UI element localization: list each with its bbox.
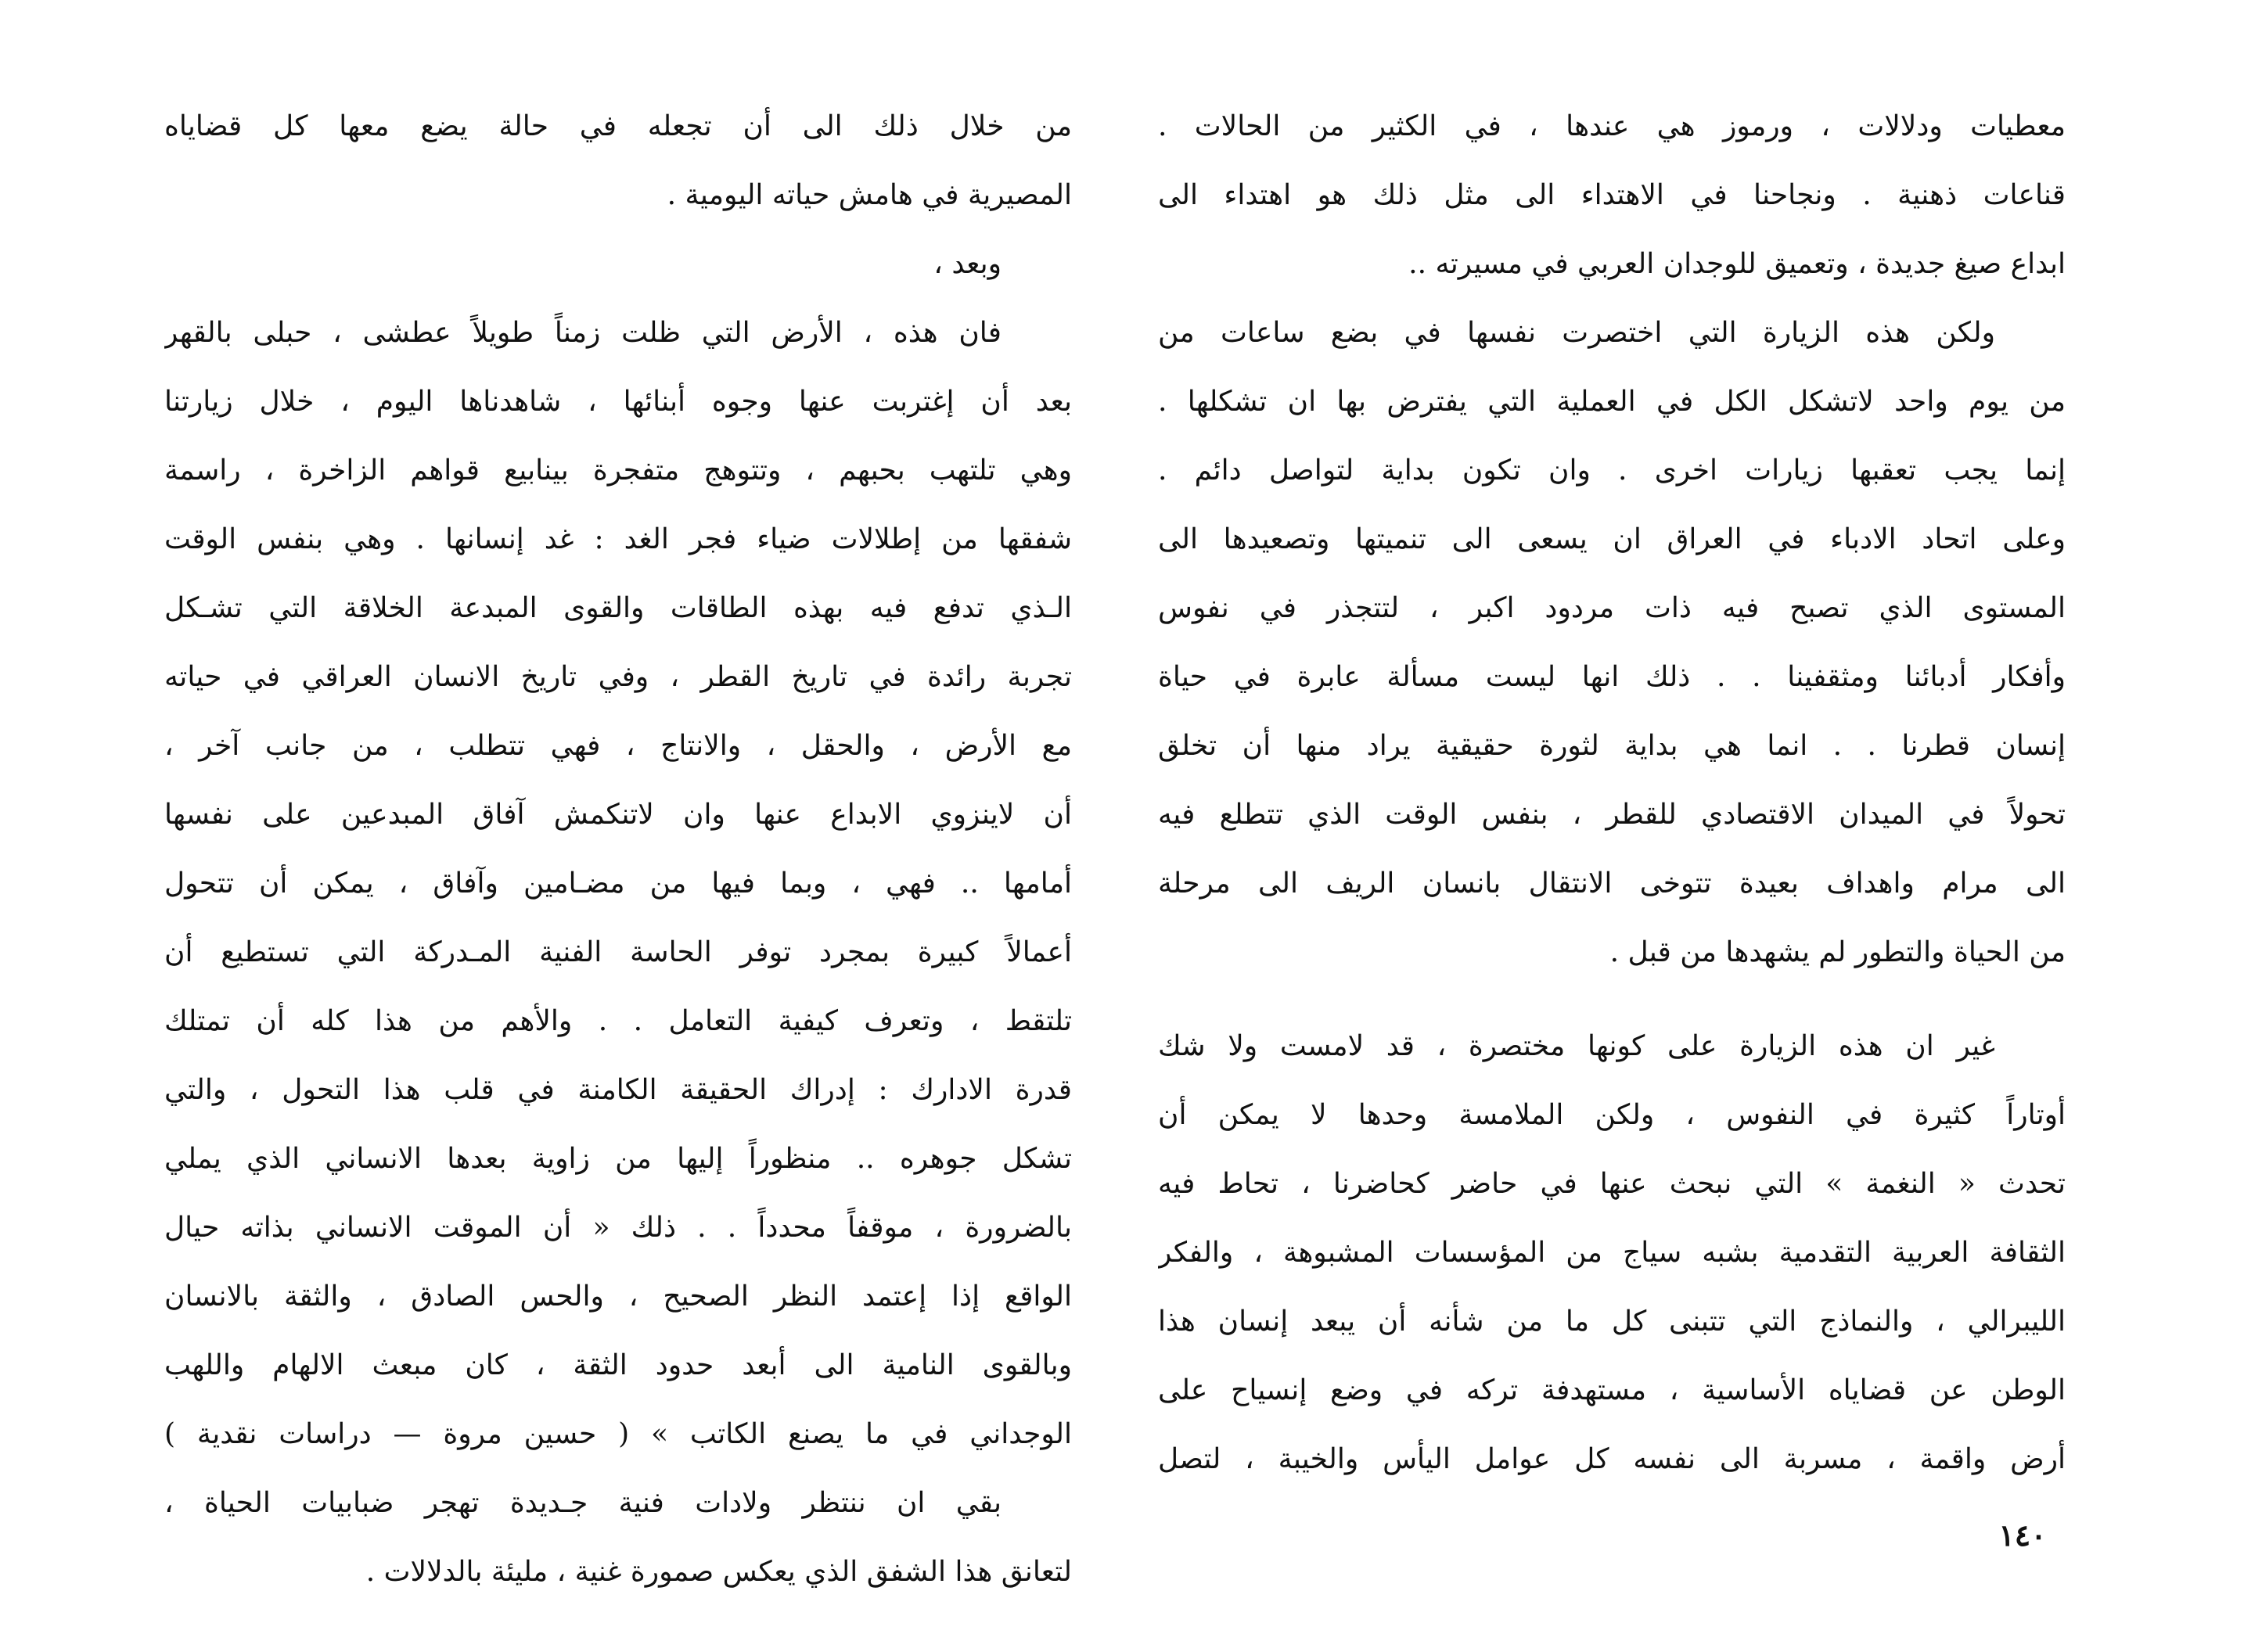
text-line: وبالقوى النامية الى أبعد حدود الثقة ، كان مبعث الالهام واللهب — [164, 1349, 1072, 1381]
text-line: الليبرالي ، والنماذج التي تتبنى كل ما من شأنه أن يبعد إنسان هذا — [1158, 1305, 2066, 1338]
text-line: بعد أن إغتربت عنها وجوه أبنائها ، شاهدناها اليوم ، خلال زيارتنا — [164, 386, 1072, 418]
text-line: وهي تلتهب بحبهم ، وتتوهج متفجرة بينابيع قواهم الزاخرة ، راسمة — [164, 454, 1072, 487]
paragraph-gap — [1158, 987, 2066, 1012]
text-line: تحولاً في الميدان الاقتصادي للقطر ، بنفس الوقت الذي تتطلع فيه — [1158, 799, 2066, 831]
text-line: مع الأرض ، والحقل ، والانتاج ، فهي تتطلب ، من جانب آخر ، — [164, 730, 1072, 762]
text-line: أمامها .. فهي ، وبما فيها من مضـامين وآفاق ، يمكن أن تتحول — [164, 867, 1072, 900]
text-line: المستوى الذي تصبح فيه ذات مردود اكبر ، لتتجذر في نفوس — [1158, 592, 2066, 624]
text-line: قدرة الادارك : إدراك الحقيقة الكامنة في قلب هذا التحول ، والتي — [164, 1074, 1072, 1106]
text-line: إنسان قطرنا . . انما هي بداية لثورة حقيقية يراد منها أن تخلق — [1158, 730, 2066, 762]
text-line: الـذي تدفع فيه بهذه الطاقات والقوى المبدعة الخلاقة التي تشـكل — [164, 592, 1072, 624]
text-line: تحدث « النغمة » التي نبحث عنها في حاضر كحاضرنا ، تحاط فيه — [1158, 1168, 2066, 1200]
text-line: وعلى اتحاد الادباء في العراق ان يسعى الى تنميتها وتصعيدها الى — [1158, 523, 2066, 555]
text-line: الى مرام واهداف بعيدة تتوخى الانتقال بانسان الريف الى مرحلة — [1158, 867, 2066, 900]
text-line: لتعانق هذا الشفق الذي يعكس صمورة غنية ، مليئة بالدلالات . — [365, 1556, 1072, 1588]
text-line: ولكن هذه الزيارة التي اختصرت نفسها في بضع ساعات من — [1158, 317, 1995, 349]
text-line: أوتاراً كثيرة في النفوس ، ولكن الملامسة وحدها لا يمكن أن — [1158, 1099, 2066, 1131]
text-line: تشكل جوهره .. منظوراً إليها من زاوية بعدها الانساني الذي يملي — [164, 1143, 1072, 1175]
text-line: من خلال ذلك الى أن تجعله في حالة يضع معها كل قضاياه — [164, 110, 1072, 142]
text-line: غير ان هذه الزيارة على كونها مختصرة ، قد لامست ولا شك — [1158, 1030, 1995, 1062]
text-line: الواقع إذا إعتمد النظر الصحيح ، والحس الصادق ، والثقة بالانسان — [164, 1280, 1072, 1313]
text-line: تجربة رائدة في تاريخ القطر ، وفي تاريخ الانسان العراقي في حياته — [164, 661, 1072, 693]
page-number: ١٤٠ — [1998, 1517, 2047, 1553]
right-column — [1158, 92, 2066, 1494]
text-line: الوطن عن قضاياه الأساسية ، مستهدفة تركه في وضع إنسياح على — [1158, 1374, 2066, 1406]
text-line: شفقها من إطلالات ضياء فجر الغد : غد إنسانها . وهي بنفس الوقت — [164, 523, 1072, 555]
text-line: أن لاينزوي الابداع عنها وان لاتنكمش آفاق المبدعين على نفسها — [164, 799, 1072, 831]
text-line: أعمالاً كبيرة بمجرد توفر الحاسة الفنية المـدركة التي تستطيع أن — [164, 936, 1072, 968]
text-line: من الحياة والتطور لم يشهدها من قبل . — [1609, 936, 2066, 968]
text-line: المصيرية في هامش حياته اليومية . — [667, 179, 1072, 211]
text-line: الثقافة العربية التقدمية بشبه سياج من المؤسسات المشبوهة ، والفكر — [1158, 1237, 2066, 1269]
text-line: وبعد ، — [933, 248, 1002, 280]
text-line: الوجداني في ما يصنع الكاتب » ( حسين مروة — دراسات نقدية ) — [164, 1418, 1072, 1450]
text-line: إنما يجب تعقبها زيارات اخرى . وان تكون بداية لتواصل دائم . — [1158, 454, 2066, 487]
text-line: بالضرورة ، موقفاً محدداً . . ذلك « أن الموقت الانساني بذاته حيال — [164, 1212, 1072, 1244]
text-line: معطيات ودلالات ، ورموز هي عندها ، في الكثير من الحالات . — [1158, 110, 2066, 142]
text-line: فان هذه ، الأرض التي ظلت زمناً طويلاً عطشى ، حبلى بالقهر — [164, 317, 1002, 349]
left-column — [164, 92, 1072, 1607]
text-line: بقي ان ننتظر ولادات فنية جـديدة تهجر ضبابيات الحياة ، — [164, 1487, 1002, 1519]
text-line: قناعات ذهنية . ونجاحنا في الاهتداء الى مثل ذلك هو اهتداء الى — [1158, 179, 2066, 211]
text-line: تلتقط ، وتعرف كيفية التعامل . . والأهم من هذا كله أن تمتلك — [164, 1005, 1072, 1037]
text-line: وأفكار أدبائنا ومثقفينا . . ذلك انها ليست مسألة عابرة في حياة — [1158, 661, 2066, 693]
text-line: من يوم واحد لاتشكل الكل في العملية التي يفترض بها ان تشكلها . — [1158, 386, 2066, 418]
text-line: ابداع صيغ جديدة ، وتعميق للوجدان العربي في مسيرته .. — [1408, 248, 2066, 280]
text-line: أرض واقمة ، مسربة الى نفسه كل عوامل اليأس والخيبة ، لتصل — [1158, 1443, 2066, 1475]
